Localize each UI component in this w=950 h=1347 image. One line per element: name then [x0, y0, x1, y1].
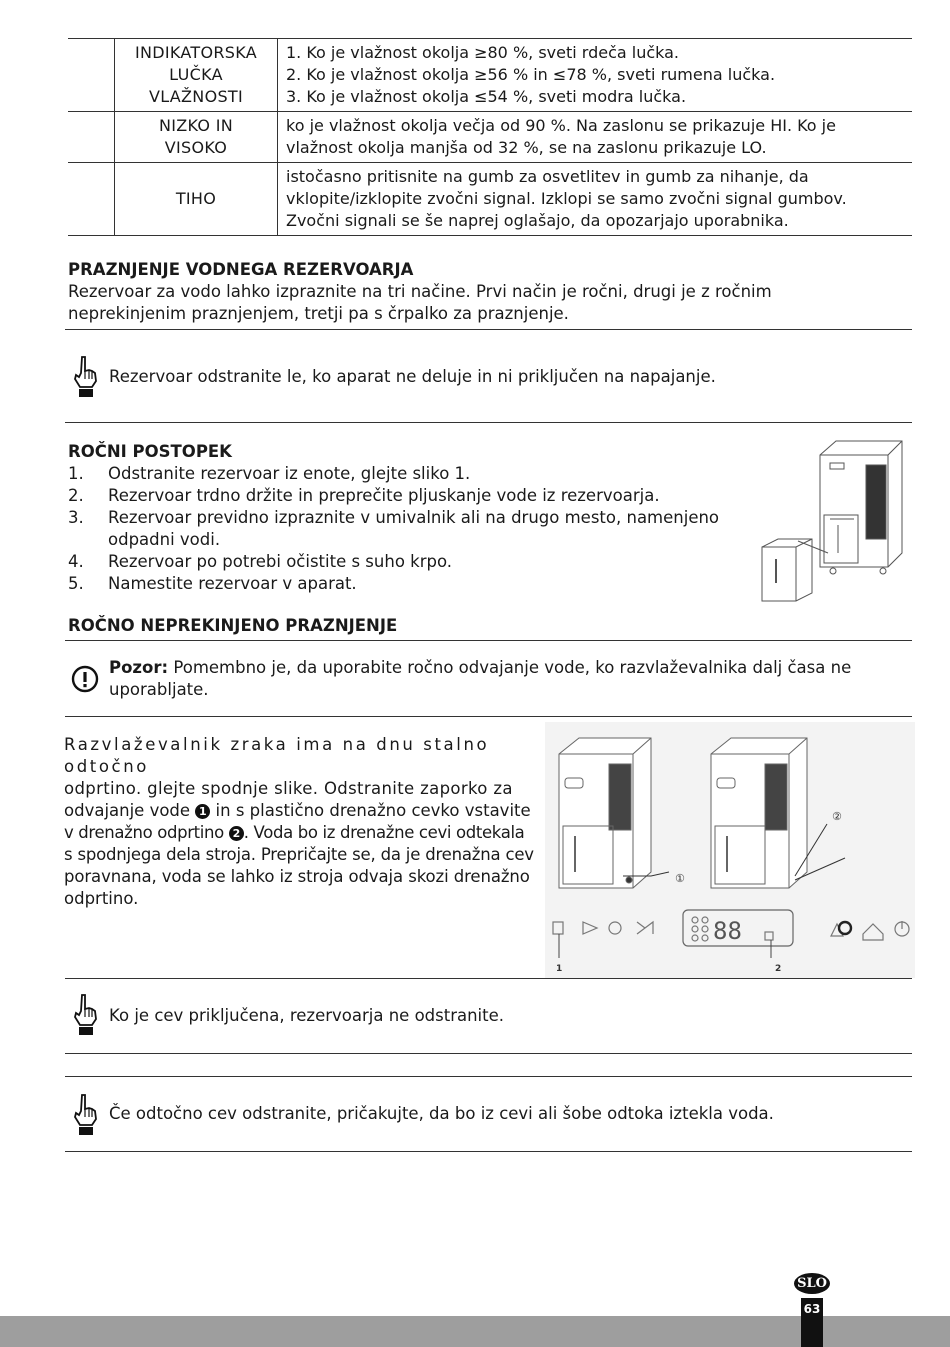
table-row: [68, 163, 912, 236]
table-row: [68, 112, 912, 163]
section-heading: ROČNO NEPREKINJENO PRAZNJENJE: [68, 616, 398, 635]
section-heading: PRAZNJENJE VODNEGA REZERVOARJA: [68, 260, 414, 279]
note-text: Rezervoar odstranite le, ko aparat ne deluje in ni priključen na napajanje.: [109, 367, 716, 386]
paragraph-line: odprtino. glejte spodnje slike. Odstranite zaporko za: [64, 779, 513, 798]
callout-1: ①: [675, 872, 685, 885]
display-digits: 88: [713, 917, 742, 945]
row-text-line: vlažnost okolja manjša od 32 %, se na zaslonu prikazuje LO.: [286, 138, 767, 157]
warning-text: [109, 657, 909, 701]
divider: [65, 329, 912, 330]
marker-1-badge: 1: [195, 804, 210, 819]
divider: [65, 422, 912, 423]
step-text: Rezervoar trdno držite in preprečite pljuskanje vode iz rezervoarja.: [108, 486, 660, 505]
divider: [65, 1151, 912, 1152]
row-label-line: INDIKATORSKA: [134, 43, 258, 62]
step-text: odpadni vodi.: [108, 530, 221, 549]
drain-paragraph: [64, 734, 542, 910]
divider: [65, 1076, 912, 1077]
paragraph-line: s spodnjega dela stroja. Prepričajte se, da je drenažna cev: [64, 845, 534, 864]
note-text: Če odtočno cev odstranite, pričakujte, da bo iz cevi ali šobe odtoka iztekla voda.: [109, 1104, 774, 1123]
table-empty-cell: [68, 163, 115, 236]
step-text: Rezervoar po potrebi očistite s suho krpo.: [108, 552, 453, 571]
manual-section: [68, 441, 758, 595]
table-text-cell: [278, 163, 913, 236]
row-label-line: TIHO: [175, 189, 217, 208]
row-text-line: 1. Ko je vlažnost okolja ≥80 %, sveti rdeča lučka.: [286, 43, 680, 62]
table-label-cell: [115, 39, 278, 112]
steps-list: [68, 463, 758, 595]
list-item: [68, 485, 758, 507]
settings-table: [68, 38, 912, 236]
row-label-line: VLAŽNOSTI: [148, 87, 244, 106]
paragraph-line: poravnana, voda se lahko iz stroja odvaja skozi drenažno: [64, 867, 530, 886]
page-number: 63: [803, 1302, 821, 1316]
marker-2-badge: 2: [229, 826, 244, 841]
warning-text-line: Pomembno je, da uporabite ročno odvajanje vode, ko razvlaževalnika dalj časa ne: [173, 658, 852, 677]
list-item: [68, 573, 758, 595]
step-number: 1.: [68, 464, 84, 483]
row-text-line: ko je vlažnost okolja večja od 90 %. Na zaslonu se prikazuje HI. Ko je: [286, 116, 836, 135]
list-item: [68, 463, 758, 485]
step-text: Odstranite rezervoar iz enote, glejte sliko 1.: [108, 464, 471, 483]
pointing-hand-icon: [70, 993, 100, 1037]
section-heading: ROČNI POSTOPEK: [68, 442, 232, 461]
pointing-hand-icon: [70, 1093, 100, 1137]
row-text-line: 3. Ko je vlažnost okolja ≤54 %, sveti modra lučka.: [286, 87, 687, 106]
table-label-cell: [115, 163, 278, 236]
divider: [65, 978, 912, 979]
row-label-line: VISOKO: [164, 138, 228, 157]
divider: [65, 640, 912, 641]
drain-illustration: [545, 722, 915, 978]
warning-label: Pozor:: [109, 658, 169, 677]
pointing-hand-icon: [70, 355, 100, 399]
figure-label-2: 2: [775, 964, 782, 974]
paragraph-text: v drenažno odprtino: [64, 823, 229, 842]
table-empty-cell: [68, 112, 115, 163]
drain-section: [68, 259, 912, 325]
note-text: Ko je cev priključena, rezervoarja ne odstranite.: [109, 1006, 505, 1025]
row-text-line: 2. Ko je vlažnost okolja ≥56 % in ≤78 %, sveti rumena lučka.: [286, 65, 776, 84]
table-label-cell: [115, 112, 278, 163]
divider: [65, 1053, 912, 1054]
list-item: [68, 551, 758, 573]
table-text-cell: [278, 112, 913, 163]
step-number: 5.: [68, 574, 84, 593]
language-badge: SLO: [794, 1273, 830, 1294]
step-number: 3.: [68, 508, 84, 527]
paragraph-text: . Voda bo iz drenažne cevi odtekala: [243, 823, 525, 842]
step-text: Rezervoar previdno izpraznite v umivalnik ali na drugo mesto, namenjeno: [108, 508, 720, 527]
page-number-tab: [801, 1298, 823, 1347]
row-text-line: Zvočni signali se še naprej oglašajo, da opozarjajo uporabnika.: [286, 211, 789, 230]
tank-removal-illustration: [758, 435, 910, 605]
table-text-cell: [278, 39, 913, 112]
list-item: [68, 507, 758, 551]
callout-2: ②: [832, 810, 842, 823]
section-text-line: neprekinjenim praznjenjem, tretji pa s črpalko za praznjenje.: [68, 304, 569, 323]
paragraph-text: odvajanje vode: [64, 801, 196, 820]
step-text: Namestite rezervoar v aparat.: [108, 574, 357, 593]
table-row: [68, 39, 912, 112]
figure-label-1: 1: [556, 964, 563, 974]
divider: [65, 716, 912, 717]
warning-text-line: uporabljate.: [109, 680, 209, 699]
row-label-line: LUČKA: [169, 65, 223, 84]
row-text-line: vklopite/izklopite zvočni signal. Izklopi se samo zvočni signal gumbov.: [286, 189, 847, 208]
paragraph-line: odprtino.: [64, 889, 139, 908]
section-text-line: Rezervoar za vodo lahko izpraznite na tri načine. Prvi način je ročni, drugi je z ročnim: [68, 282, 772, 301]
row-text-line: istočasno pritisnite na gumb za osvetlitev in gumb za nihanje, da: [286, 167, 809, 186]
step-number: 4.: [68, 552, 84, 571]
exclamation-circle-icon: [71, 665, 99, 693]
paragraph-line: Razvlaževalnik zraka ima na dnu stalno odtočno: [64, 735, 490, 776]
row-label-line: NIZKO IN: [158, 116, 234, 135]
step-number: 2.: [68, 486, 84, 505]
paragraph-text: in s plastično drenažno cevko vstavite: [210, 801, 531, 820]
table-empty-cell: [68, 39, 115, 112]
